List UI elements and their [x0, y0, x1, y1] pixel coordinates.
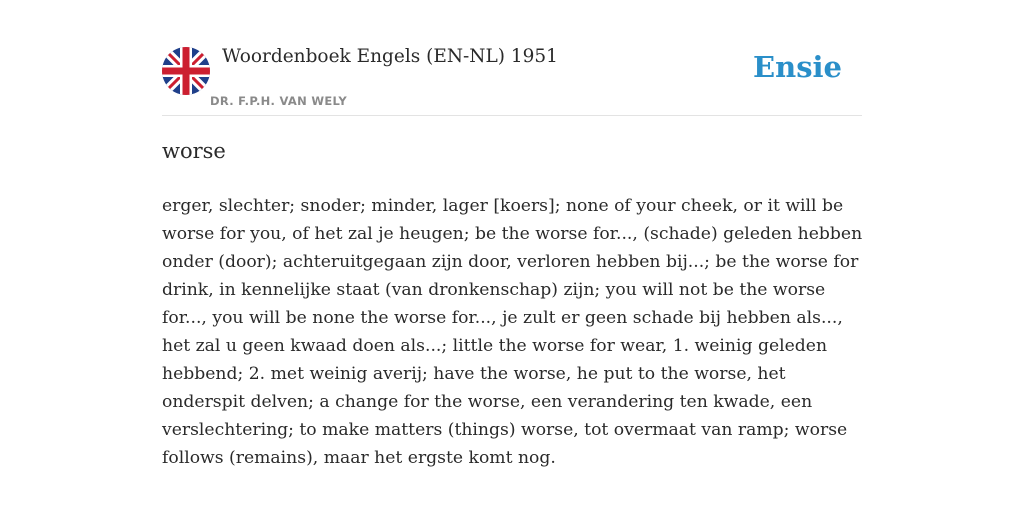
entry-headword: worse: [162, 139, 226, 163]
dictionary-author: DR. F.P.H. VAN WELY: [210, 94, 347, 108]
uk-flag-icon: [162, 47, 210, 95]
dictionary-title[interactable]: Woordenboek Engels (EN-NL) 1951: [222, 46, 558, 67]
entry-definition: erger, slechter; snoder; minder, lager [koers]; none of your cheek, or it will be worse for you, of het zal je heugen; be the worse for..., (schade) geleden hebben onder (door); achteruitgegaan zijn door, verloren hebben bij...; be the worse for drink, in kennelijke staat (van dronkenschap) zijn; you will not be the worse for..., you will be none the worse for..., je zult er geen schade bij hebben als..., het zal u geen kwaad doen als...; little the worse for wear, 1. weinig geleden hebbend; 2. met weinig averij; have the worse, he put to the worse, het onderspit delven; a change for the worse, een verandering ten kwade, een verslechtering; to make matters (things) worse, tot overmaat van ramp; worse follows (remains), maar het ergste komt nog.: [162, 196, 863, 468]
dictionary-header: [162, 44, 862, 116]
ensie-logo-link[interactable]: Ensie: [753, 50, 842, 84]
